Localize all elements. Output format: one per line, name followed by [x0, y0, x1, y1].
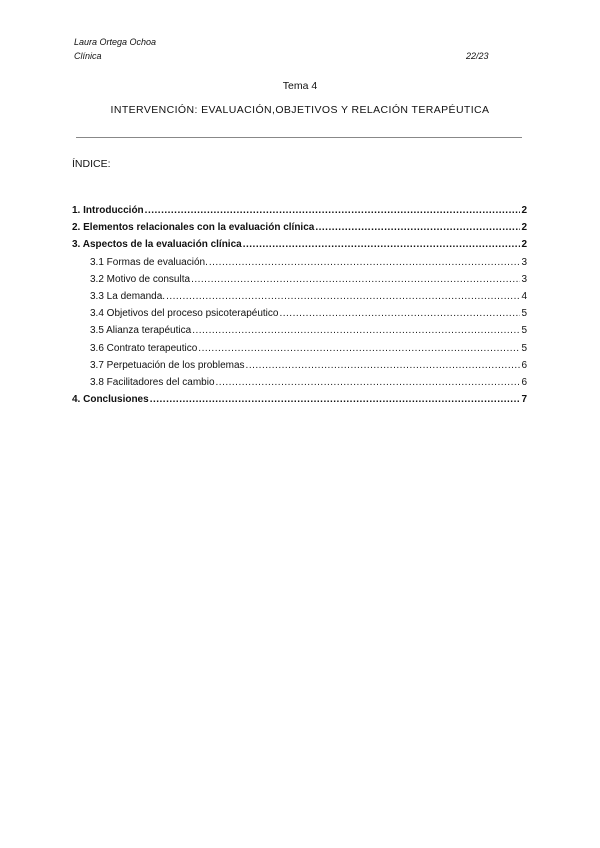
divider: [76, 137, 522, 138]
toc-entry-page: 7: [521, 394, 527, 406]
toc-leader-dots: [145, 205, 520, 216]
toc-entry-label: 3.7 Perpetuación de los problemas: [90, 359, 245, 371]
header-author: Laura Ortega Ochoa: [74, 37, 157, 47]
toc-leader-dots: [150, 394, 520, 405]
topic-label: Tema 4: [282, 80, 318, 92]
toc-entry[interactable]: [72, 360, 527, 377]
toc-leader-dots: [279, 308, 520, 319]
toc-entry-label: 3.3 La demanda.: [90, 290, 166, 302]
toc-entry-page: 6: [521, 376, 527, 388]
toc-entry-label: 3.1 Formas de evaluación.: [90, 256, 208, 268]
header-date: 22/23: [466, 51, 489, 61]
toc-entry[interactable]: [72, 274, 527, 291]
toc-entry-page: 5: [521, 308, 527, 320]
toc-entry-label: 3. Aspectos de la evaluación clínica: [72, 239, 242, 251]
header-subject: Clínica: [74, 51, 102, 61]
toc-leader-dots: [246, 360, 520, 371]
toc-entry-label: 1. Introducción: [72, 205, 144, 216]
toc-leader-dots: [216, 377, 520, 388]
toc-entry-page: 4: [521, 290, 527, 302]
toc-entry-label: 2. Elementos relacionales con la evaluación clínica: [72, 222, 315, 234]
index-heading: ÍNDICE:: [72, 158, 111, 170]
toc-entry-page: 6: [521, 359, 527, 371]
toc-entry[interactable]: [72, 239, 527, 256]
toc-entry-page: 2: [521, 239, 527, 251]
toc-leader-dots: [209, 257, 520, 268]
table-of-contents: [72, 205, 527, 411]
toc-leader-dots: [166, 291, 520, 302]
toc-entry[interactable]: [72, 325, 527, 342]
toc-leader-dots: [198, 343, 520, 354]
toc-entry-label: 3.6 Contrato terapeutico: [90, 342, 198, 354]
toc-entry-page: 5: [521, 342, 527, 354]
toc-entry[interactable]: [72, 257, 527, 274]
toc-entry[interactable]: [72, 205, 527, 222]
toc-entry-page: 2: [521, 222, 527, 234]
toc-entry-label: 3.5 Alianza terapéutica: [90, 325, 192, 337]
toc-entry[interactable]: [72, 343, 527, 360]
toc-entry-page: 2: [521, 205, 527, 216]
toc-entry[interactable]: [72, 291, 527, 308]
toc-entry-label: 3.8 Facilitadores del cambio: [90, 376, 215, 388]
toc-leader-dots: [315, 222, 520, 233]
toc-leader-dots: [243, 239, 520, 250]
toc-entry[interactable]: [72, 377, 527, 394]
toc-leader-dots: [192, 325, 520, 336]
toc-entry[interactable]: [72, 222, 527, 239]
toc-entry-label: 3.4 Objetivos del proceso psicoterapéutico: [90, 308, 279, 320]
document-title: INTERVENCIÓN: EVALUACIÓN,OBJETIVOS Y RELACIÓN TERAPÉUTICA: [110, 104, 490, 116]
toc-entry-page: 3: [521, 273, 527, 285]
toc-entry-page: 3: [521, 256, 527, 268]
toc-entry-label: 4. Conclusiones: [72, 394, 149, 406]
toc-entry[interactable]: [72, 308, 527, 325]
toc-entry-page: 5: [521, 325, 527, 337]
toc-entry-label: 3.2 Motivo de consulta: [90, 273, 191, 285]
toc-entry[interactable]: [72, 394, 527, 411]
toc-leader-dots: [191, 274, 520, 285]
